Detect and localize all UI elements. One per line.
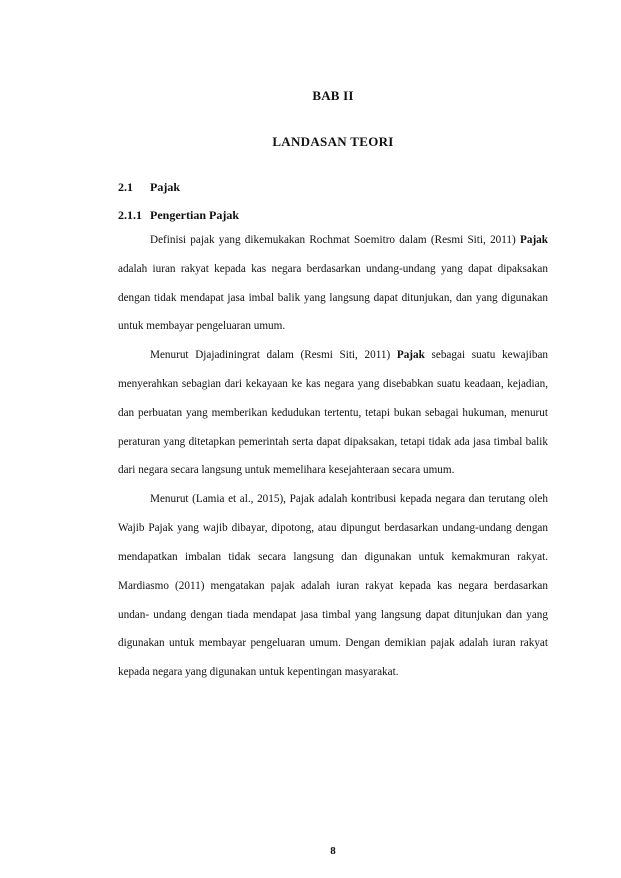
paragraph-1 [118,226,548,341]
chapter-number: BAB II [312,88,354,103]
body-text [118,226,548,687]
page-number: 8 [330,845,336,857]
paragraph-text: sebagai suatu kewajiban menyerahkan sebagian dari kekayaan ke kas negara yang disebabkan suatu keadaan, kejadian, dan perbuatan yang memberikan kedudukan tertentu, tetapi bukan sebagai hukuman, menurut peraturan yang ditetapkan pemerintah serta dapat dipaksakan, tetapi tidak ada jasa timbal balik dari negara secara langsung untuk memelihara kesejahteraan secara umum. [118,349,548,477]
section-title: Pajak [150,180,180,194]
section-heading-2-1-1 [118,208,239,223]
section-number: 2.1.1 [118,208,142,222]
paragraph-text: Menurut Djajadiningrat dalam (Resmi Siti, 2011) [150,349,397,362]
section-number: 2.1 [118,180,133,194]
paragraph-3 [118,485,548,687]
chapter-title: LANDASAN TEORI [272,134,394,149]
paragraph-text: Menurut (Lamia et al., 2015), Pajak adalah kontribusi kepada negara dan terutang oleh Wajib Pajak yang wajib dibayar, dipotong, atau dipungut berdasarkan undang-undang dengan mendapatkan imbalan tidak secara langsung dan digunakan untuk kemakmuran rakyat. Mardiasmo (2011) mengatakan pajak adalah iuran rakyat kepada kas negara berdasarkan undan- undang dengan tiada mendapat jasa timbal yang langsung dapat ditunjukan dan yang digunakan untuk membayar pengeluaran umum. Dengan demikian pajak adalah iuran rakyat kepada negara yang digunakan untuk kepentingan masyarakat. [118,493,548,679]
section-heading-2-1 [118,180,180,195]
section-title: Pengertian Pajak [150,208,239,222]
paragraph-text: adalah iuran rakyat kepada kas negara berdasarkan undang-undang yang dapat dipaksakan dengan tidak mendapat jasa imbal balik yang langsung dapat ditunjukan, dan yang digunakan untuk membayar pengeluaran umum. [118,262,548,333]
emphasis-term: Pajak [520,234,548,246]
paragraph-text: Definisi pajak yang dikemukakan Rochmat Soemitro dalam (Resmi Siti, 2011) [150,234,521,246]
emphasis-term: Pajak [396,349,425,362]
paragraph-2 [118,341,548,485]
